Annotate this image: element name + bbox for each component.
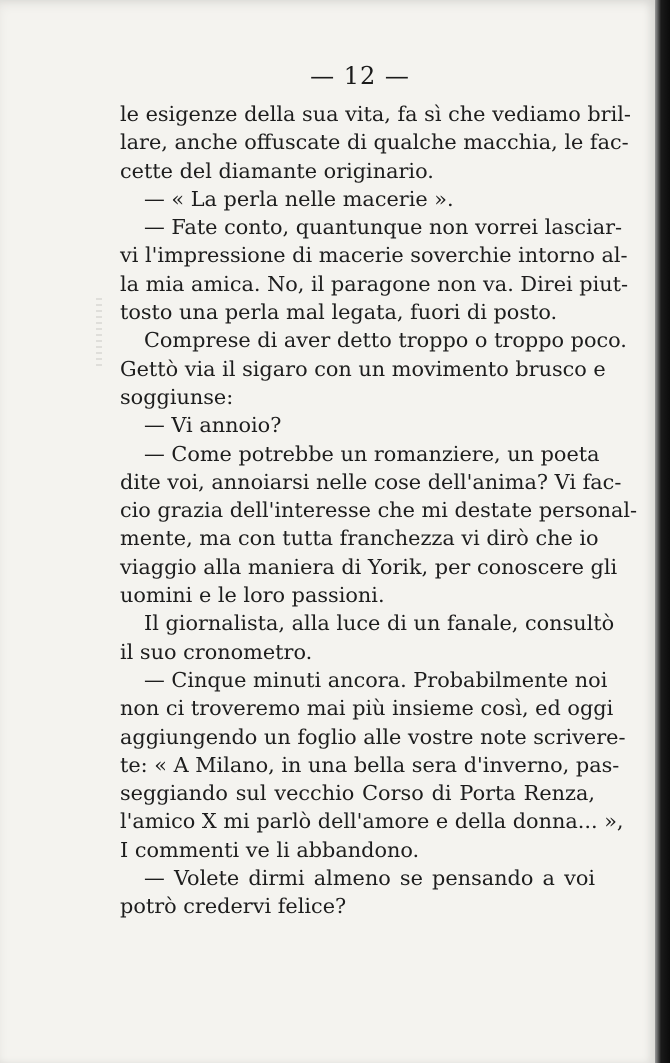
text-line: Comprese di aver detto troppo o troppo poco. [144, 328, 627, 353]
text-line: non ci troveremo mai più insieme così, ed oggi [120, 696, 614, 721]
text-line: te: « A Milano, in una bella sera d'inverno, pas- [120, 752, 620, 777]
paper-speck [96, 298, 102, 368]
text-line: soggiunse: [120, 384, 234, 409]
text-line: cio grazia dell'interesse che mi destate personal- [120, 498, 638, 523]
text-line: potrò credervi felice? [120, 894, 347, 919]
text-line: seggiando sul vecchio Corso di Porta Renza, [120, 781, 595, 806]
page-number: — 12 — [310, 62, 410, 90]
text-line: Gettò via il sigaro con un movimento brusco e [120, 356, 606, 381]
text-line: — Volete dirmi almeno se pensando a voi [144, 866, 595, 891]
text-line: — Vi annoio? [144, 413, 282, 438]
text-line: il suo cronometro. [120, 639, 313, 664]
text-line: mente, ma con tutta franchezza vi dirò che io [120, 526, 599, 551]
text-line: lare, anche offuscate di qualche macchia, le fac- [120, 130, 629, 155]
text-line: — Come potrebbe un romanziere, un poeta [144, 441, 600, 466]
text-line: — « La perla nelle macerie ». [144, 186, 454, 211]
text-line: vi l'impressione di macerie soverchie intorno al- [120, 243, 628, 268]
text-line: dite voi, annoiarsi nelle cose dell'anima? Vi fac- [120, 469, 622, 494]
text-line: la mia amica. No, il paragone non va. Direi piut- [120, 271, 629, 296]
text-line: Il giornalista, alla luce di un fanale, consultò [144, 611, 615, 636]
text-line: cette del diamante originario. [120, 158, 434, 183]
text-line: l'amico X mi parlò dell'amore e della donna... », [120, 809, 624, 834]
text-line: tosto una perla mal legata, fuori di posto. [120, 300, 558, 325]
text-line: viaggio alla maniera di Yorik, per conoscere gli [120, 554, 618, 579]
page-text [120, 100, 638, 921]
text-line: I commenti ve li abbandono. [120, 837, 420, 862]
book-edge-shadow [655, 0, 670, 1063]
text-line: — Cinque minuti ancora. Probabilmente noi [144, 667, 608, 692]
text-line: le esigenze della sua vita, fa sì che vediamo bril- [120, 102, 631, 126]
text-line: aggiungendo un foglio alle vostre note scrivere- [120, 724, 626, 749]
text-line: uomini e le loro passioni. [120, 583, 385, 608]
text-line: — Fate conto, quantunque non vorrei lasciar- [144, 215, 623, 240]
